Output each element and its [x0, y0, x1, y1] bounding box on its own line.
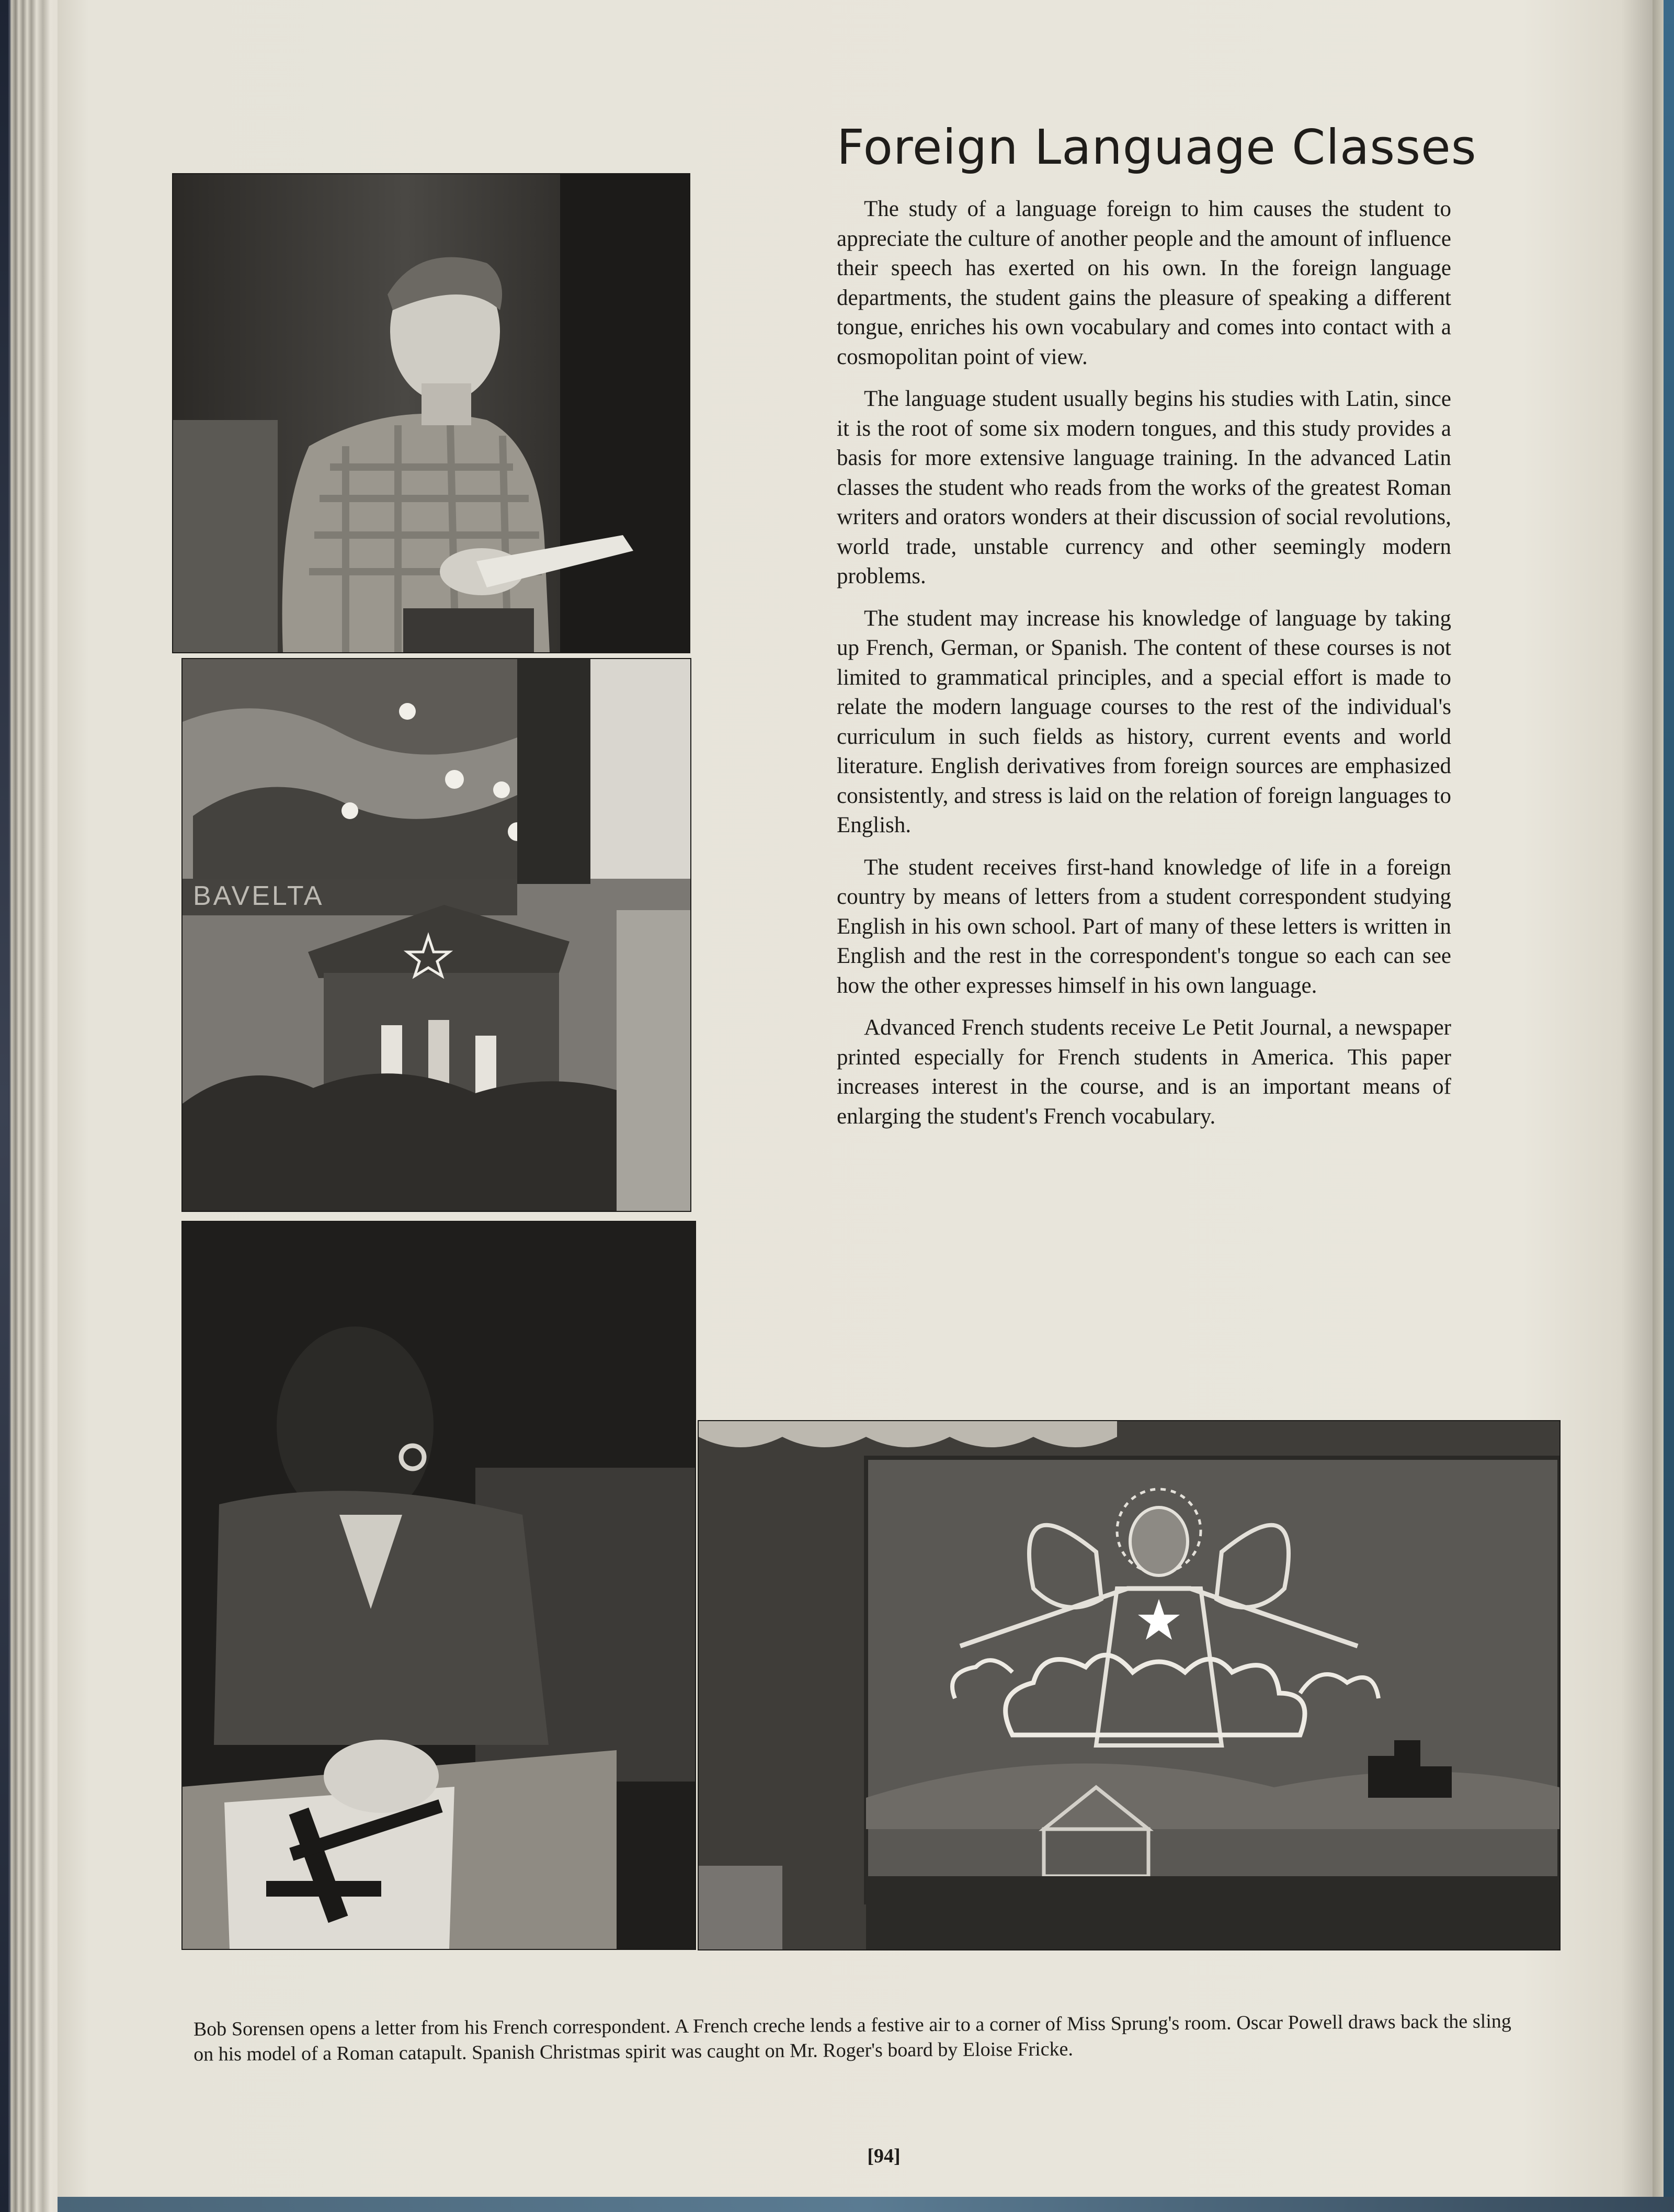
article-paragraph: Advanced French students receive Le Petit Journal, a newspaper printed especially for French students in America. This paper increases interest in the course, and is an important means of enlarging the student's French vocabulary. [837, 1015, 1451, 1129]
photo-spanish-christmas-board [698, 1420, 1561, 1950]
article-paragraph: The student receives first-hand knowledge of life in a foreign country by means of letters from a student correspondent studying English in his own school. Part of many of these letters is written in English and the rest in the correspondent's tongue so each can see how the other expresses himself in his own language. [837, 855, 1451, 998]
article-paragraph: The student may increase his knowledge of language by taking up French, German, or Spanish. The content of these courses is not limited to grammatical principles, and a special effort is made to relate the modern language courses to the rest of the individual's curriculum in such fields as history, current events and world literature. English derivatives from foreign sources are emphasized consistently, and stress is laid on the relation of foreign languages to English. [837, 606, 1451, 837]
photo-caption: Bob Sorensen opens a letter from his French correspondent. A French creche lends a festive air to a corner of Miss Sprung's room. Oscar Powell draws back the sling on his model of a Roman catapult. Spanish Christmas spirit was caught on Mr. Roger's board by Eloise Fricke. [193, 2010, 1511, 2066]
article-paragraph: The study of a language foreign to him causes the student to appreciate the culture of another people and the amount of influence their speech has exerted on his own. In the foreign language departments, the student gains the pleasure of speaking a different tongue, enriches his own vocabulary and comes into contact with a cosmopolitan point of view. [837, 197, 1451, 369]
page-title: Foreign Language Classes [837, 119, 1477, 175]
page-number: [94] [867, 2145, 901, 2167]
photo-boy-reading-letter [172, 173, 690, 653]
book-cover-edge [0, 0, 8, 2212]
background-strip-bottom [58, 2197, 1674, 2212]
article-body [837, 195, 1451, 1144]
article-paragraph: The language student usually begins his studies with Latin, since it is the root of some six modern tongues, and this study provides a basis for more extensive language training. In the advanced Latin classes the student who reads from the works of the greatest Roman writers and orators wonders at their discussion of social revolutions, world trade, unstable currency and other seemingly modern problems. [837, 387, 1451, 588]
creche-sign-text: BAVELTA [193, 881, 324, 911]
photo-roman-catapult-model [181, 1221, 696, 1950]
photo-french-creche [181, 658, 691, 1212]
background-strip-right [1664, 0, 1674, 2212]
